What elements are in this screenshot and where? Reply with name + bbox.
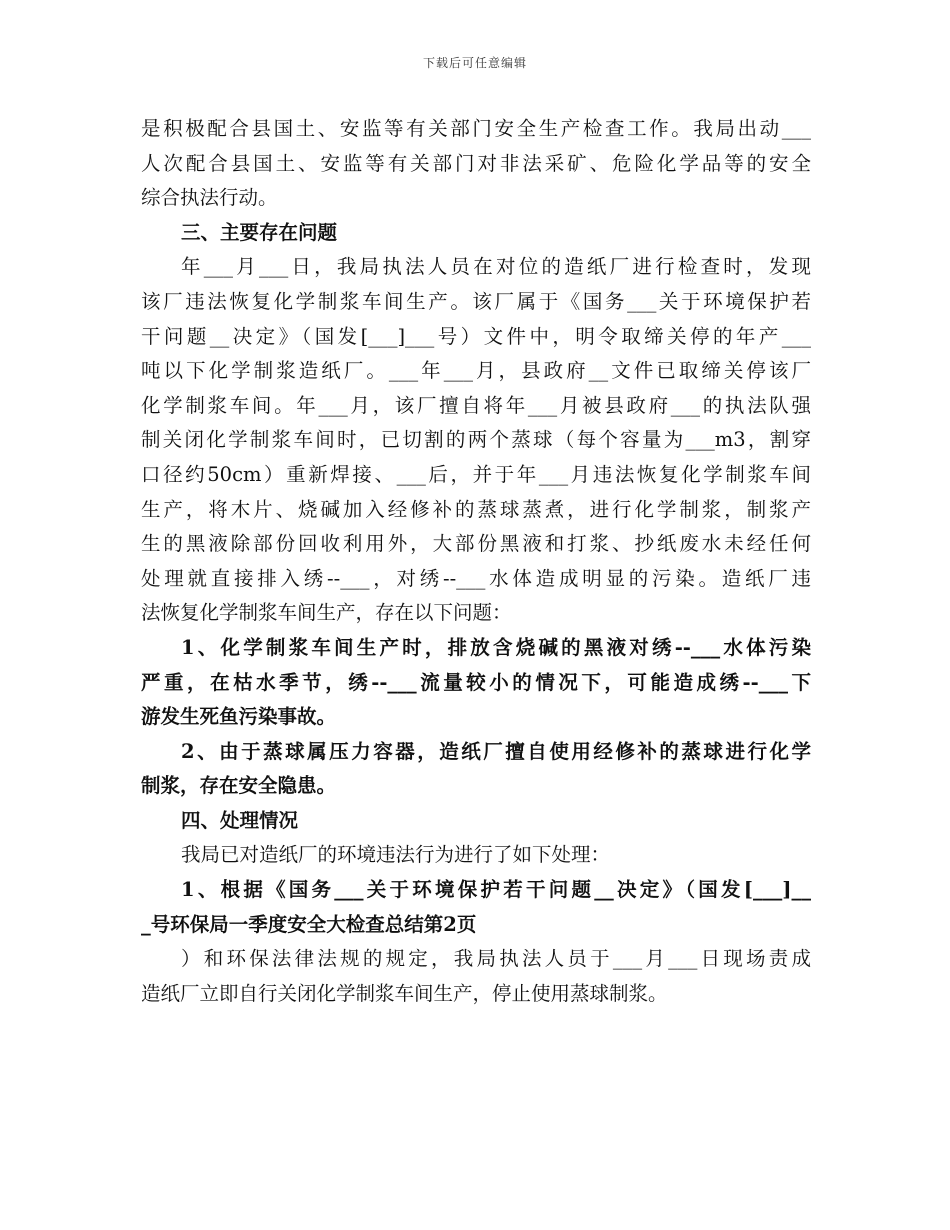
text-line: 游发生死鱼污染事故。 — [141, 705, 337, 729]
text-line: 处理就直接排入绣--___，对绣--___水体造成明显的污染。造纸厂违 — [141, 566, 811, 590]
text-line: 生的黑液除部份回收利用外，大部份黑液和打浆、抄纸废水未经任何 — [141, 532, 811, 556]
text-line: 我局已对造纸厂的环境违法行为进行了如下处理： — [181, 843, 611, 867]
document-body — [141, 112, 811, 1011]
text-line: _号环保局一季度安全大检查总结第2页 — [141, 912, 477, 936]
text-line: 三、主要存在问题 — [181, 220, 338, 244]
text-line: 该厂违法恢复化学制浆车间生产。该厂属于《国务___关于环境保护若 — [141, 289, 811, 313]
text-line: 造纸厂立即自行关闭化学制浆车间生产，停止使用蒸球制浆。 — [141, 981, 668, 1005]
text-line: 1、化学制浆车间生产时，排放含烧碱的黑液对绣--___水体污染 — [181, 635, 811, 659]
page-header: 下载后可任意编辑 — [422, 56, 527, 70]
text-line: 法恢复化学制浆车间生产，存在以下问题： — [141, 601, 512, 625]
text-line: 年___月___日，我局执法人员在对位的造纸厂进行检查时，发现 — [181, 255, 811, 279]
text-line: 人次配合县国土、安监等有关部门对非法采矿、危险化学品等的安全 — [141, 151, 811, 175]
text-line: 化学制浆车间。年___月，该厂擅自将年___月被县政府___的执法队强 — [141, 393, 811, 417]
text-line: ）和环保法律法规的规定，我局执法人员于___月___日现场责成 — [181, 947, 811, 971]
text-line: 生产，将木片、烧碱加入经修补的蒸球蒸煮，进行化学制浆，制浆产 — [141, 497, 811, 521]
text-line: 干问题__决定》（国发[___]___号）文件中，明令取缔关停的年产___ — [141, 324, 811, 348]
text-line: 综合执法行动。 — [141, 186, 278, 210]
text-line: 2、由于蒸球属压力容器，造纸厂擅自使用经修补的蒸球进行化学 — [181, 739, 811, 763]
text-line: 严重，在枯水季节，绣--___流量较小的情况下，可能造成绣--___下 — [141, 670, 811, 694]
text-line: 吨以下化学制浆造纸厂。___年___月，县政府__文件已取缔关停该厂 — [141, 359, 811, 383]
text-line: 四、处理情况 — [181, 808, 299, 832]
text-line: 1、根据《国务___关于环境保护若干问题__决定》（国发[___]__ — [181, 878, 811, 902]
text-line: 是积极配合县国土、安监等有关部门安全生产检查工作。我局出动___ — [141, 117, 811, 140]
text-line: 口径约50cm）重新焊接、___后，并于年___月违法恢复化学制浆车间 — [141, 462, 811, 486]
text-line: 制关闭化学制浆车间时，已切割的两个蒸球（每个容量为___m3，割穿 — [141, 428, 811, 452]
text-line: 制浆，存在安全隐患。 — [141, 774, 337, 798]
